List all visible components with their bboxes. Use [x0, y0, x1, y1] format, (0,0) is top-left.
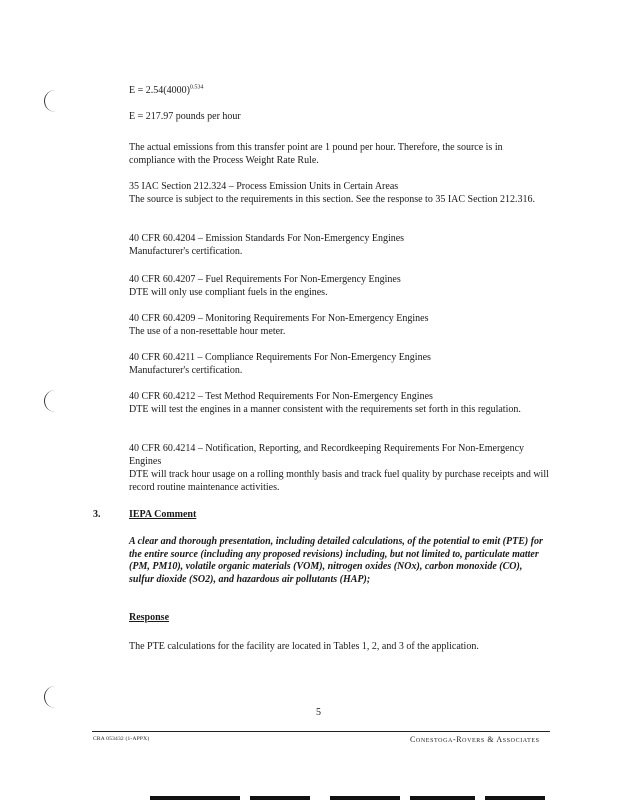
section-60-4209-text: The use of a non-resettable hour meter. [129, 326, 286, 337]
item-number: 3. [93, 509, 101, 520]
item-title: IEPA Comment [129, 509, 197, 520]
footer-doc-reference: CRA 053432 (1-APPX) [93, 736, 150, 742]
scan-edge-bar [410, 796, 475, 800]
scan-edge-bar [330, 796, 400, 800]
iepa-comment-text: A clear and thorough presentation, including detailed calculations, of the potential to emit (PTE) for the entire source (including any proposed revisions) including, but not limited to, particulate matter (PM, PM10), volatile organic materials (VOM), nitrogen oxides (NOx), carbon monoxide (CO), sulfur dioxide (SO2), and hazardous air pollutants (HAP); [129, 536, 543, 585]
section-60-4209-heading: 40 CFR 60.4209 – Monitoring Requirements For Non-Emergency Engines [129, 313, 429, 324]
section-60-4212-text: DTE will test the engines in a manner consistent with the requirements set forth in this regulation. [129, 404, 521, 415]
actual-emissions-paragraph: The actual emissions from this transfer point are 1 pound per hour. Therefore, the source is in compliance with the Process Weight Rate Rule. [129, 142, 503, 166]
section-60-4204-text: Manufacturer's certification. [129, 246, 243, 257]
section-60-4207-heading: 40 CFR 60.4207 – Fuel Requirements For Non-Emergency Engines [129, 274, 401, 285]
section-212-324-heading: 35 IAC Section 212.324 – Process Emission Units in Certain Areas [129, 181, 399, 192]
punch-hole-mark-middle [44, 390, 57, 412]
footer-firm-name: Conestoga-Rovers & Associates [410, 735, 540, 744]
section-60-4212-heading: 40 CFR 60.4212 – Test Method Requirements For Non-Emergency Engines [129, 391, 433, 402]
response-label: Response [129, 612, 170, 623]
scan-edge-bar [485, 796, 545, 800]
punch-hole-mark-bottom [44, 686, 57, 708]
scan-edge-bar [250, 796, 310, 800]
section-60-4204-heading: 40 CFR 60.4204 – Emission Standards For Non-Emergency Engines [129, 233, 405, 244]
footer-rule [92, 731, 550, 732]
section-60-4207-text: DTE will only use compliant fuels in the engines. [129, 287, 328, 298]
section-60-4211-text: Manufacturer's certification. [129, 365, 243, 376]
section-60-4214-text: DTE will track hour usage on a rolling monthly basis and track fuel quality by purchase receipts and will record routine maintenance activities. [129, 469, 549, 493]
response-text: The PTE calculations for the facility are located in Tables 1, 2, and 3 of the application. [129, 641, 479, 652]
section-212-324-text: The source is subject to the requirements in this section. See the response to 35 IAC Section 212.316. [129, 194, 536, 205]
section-60-4214-heading: 40 CFR 60.4214 – Notification, Reporting, and Recordkeeping Requirements For Non-Emergency Engines [129, 443, 525, 467]
punch-hole-mark-top [44, 90, 57, 112]
scan-edge-bar [150, 796, 240, 800]
equation-line-2: E = 217.97 pounds per hour [129, 111, 241, 122]
equation-line-1: $E = 2.54(4000)^{0.534}$ [129, 84, 204, 96]
page-number: 5 [316, 707, 321, 718]
section-60-4211-heading: 40 CFR 60.4211 – Compliance Requirements For Non-Emergency Engines [129, 352, 431, 363]
